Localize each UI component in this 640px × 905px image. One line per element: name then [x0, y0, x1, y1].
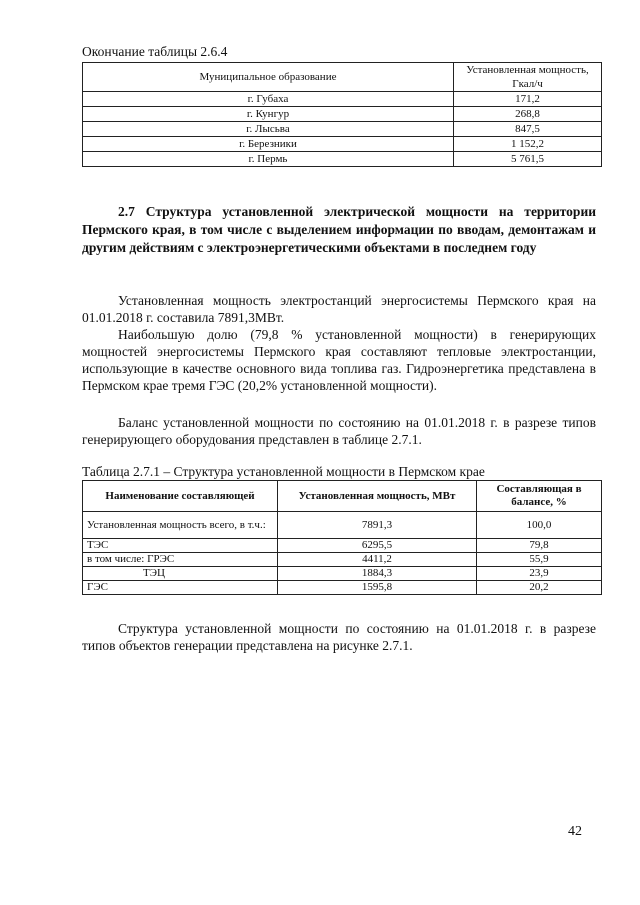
table-cell: 268,8: [454, 107, 602, 122]
table-row: [83, 107, 602, 122]
paragraph: Установленная мощность электростанций энергосистемы Пермского края на 01.01.2018 г. составила 7891,3МВт.: [82, 293, 596, 325]
table-cell: 79,8: [477, 539, 602, 553]
table-cell: ТЭЦ: [83, 567, 278, 581]
table-cell: г. Кунгур: [83, 107, 454, 122]
section-heading: 2.7 Структура установленной электрической мощности на территории Пермского края, в том числе с выделением информации по вводам, демонтажам и другим действиям с электроэнергетическими объектами в последнем году: [82, 204, 596, 255]
paragraph: Баланс установленной мощности по состоянию на 01.01.2018 г. в разрезе типов генерирующего оборудования представлен в таблице 2.7.1.: [82, 415, 596, 447]
table-cell: 100,0: [477, 512, 602, 539]
table-cell: 171,2: [454, 92, 602, 107]
paragraph: Структура установленной мощности по состоянию на 01.01.2018 г. в разрезе типов объектов генерации представлена на рисунке 2.7.1.: [82, 621, 596, 653]
table-cell: 7891,3: [278, 512, 477, 539]
table-cell: 4411,2: [278, 553, 477, 567]
capacity-structure-table: [82, 480, 602, 595]
table-continuation-caption: Окончание таблицы 2.6.4: [82, 44, 228, 59]
table-row: [83, 122, 602, 137]
table-cell: 23,9: [477, 567, 602, 581]
paragraph: Наибольшую долю (79,8 % установленной мощности) в генерирующих мощностей энергосистемы Пермского края составляют тепловые электростанции, использующие в качестве основного вида топлива газ. Гидроэнергетика представлена в Пермском крае тремя ГЭС (20,2% установленной мощности).: [82, 327, 596, 393]
table-cell: 1595,8: [278, 581, 477, 595]
table-row: [83, 92, 602, 107]
table-row: [83, 137, 602, 152]
column-header: Установленная мощность, МВт: [278, 481, 477, 512]
table-caption: Таблица 2.7.1 – Структура установленной мощности в Пермском крае: [82, 464, 485, 479]
table-cell: 847,5: [454, 122, 602, 137]
heat-capacity-table: [82, 62, 602, 167]
table-cell: ТЭС: [83, 539, 278, 553]
column-header: Наименование составляющей: [83, 481, 278, 512]
table-row: [83, 152, 602, 167]
column-header: Составляющая в балансе, %: [477, 481, 602, 512]
table-cell: 20,2: [477, 581, 602, 595]
table-cell: 1 152,2: [454, 137, 602, 152]
table-cell: 55,9: [477, 553, 602, 567]
page-number: 42: [568, 824, 582, 839]
table-cell: ГЭС: [83, 581, 278, 595]
table-cell: 6295,5: [278, 539, 477, 553]
table-row: [83, 567, 602, 581]
table-cell: г. Губаха: [83, 92, 454, 107]
table-cell: г. Пермь: [83, 152, 454, 167]
table-row: [83, 539, 602, 553]
table-cell: г. Лысьва: [83, 122, 454, 137]
column-header: Муниципальное образование: [83, 63, 454, 92]
table-row: [83, 581, 602, 595]
column-header: Установленная мощность, Гкал/ч: [454, 63, 602, 92]
table-header-row: [83, 63, 602, 92]
table-cell: 1884,3: [278, 567, 477, 581]
table-header-row: [83, 481, 602, 512]
table-cell: 5 761,5: [454, 152, 602, 167]
table-row: [83, 553, 602, 567]
table-cell: в том числе: ГРЭС: [83, 553, 278, 567]
table-cell: Установленная мощность всего, в т.ч.:: [83, 512, 278, 539]
table-row: [83, 512, 602, 539]
table-cell: г. Березники: [83, 137, 454, 152]
